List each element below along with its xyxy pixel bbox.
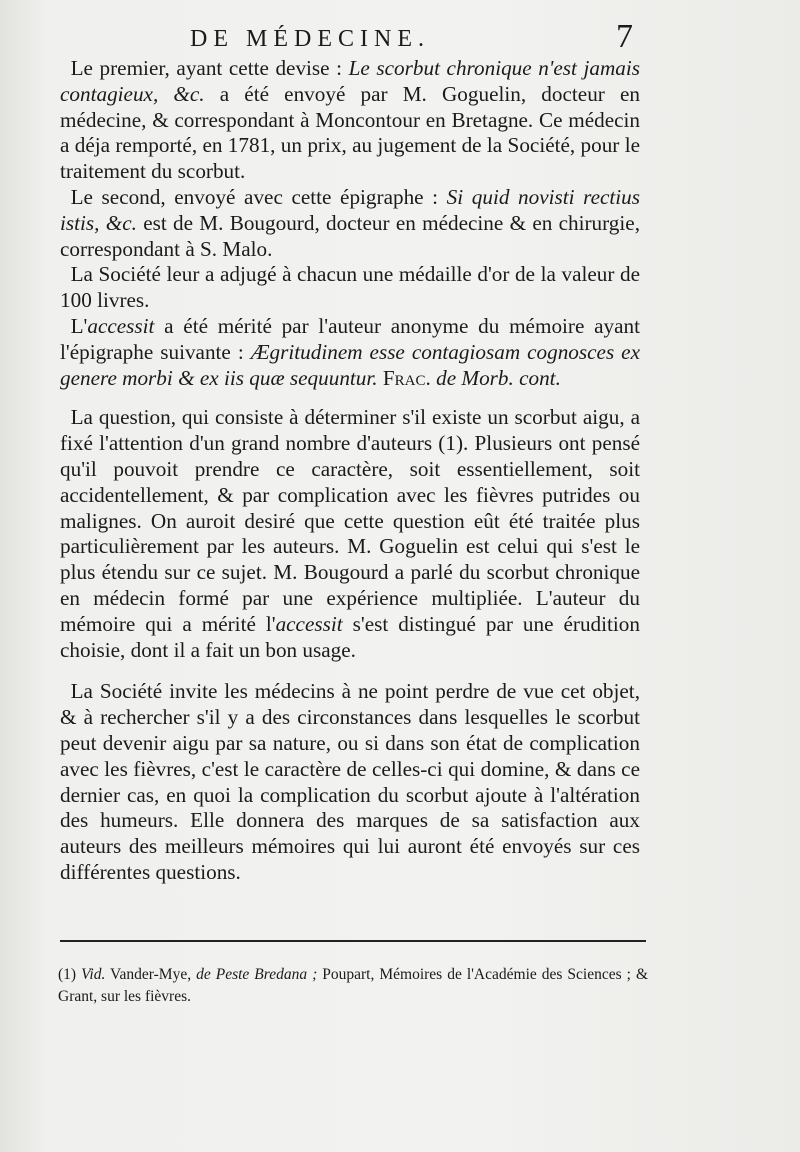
paragraph-first-memoir: Le premier, ayant cette devise : Le scorbut chronique n'est jamais contagieux, &c. a été envoyé par M. Goguelin, docteur en médecine, & correspondant à Moncontour en Bretagne. Ce médecin a déja remporté, en 1781, un prix, au jugement de la Société, pour le traitement du scorbut. (60, 56, 640, 184)
paragraph-accessit: L'accessit a été mérité par l'auteur anonyme du mémoire ayant l'épigraphe suivante : Ægritudinem esse contagiosam cognosces ex genere morbi & ex iis quæ sequuntur. Frac. de Morb. cont. (60, 313, 640, 390)
running-head (60, 20, 640, 60)
footnote-divider (60, 940, 646, 942)
running-title: DE MÉDECINE. (190, 26, 430, 52)
paragraph-award: La Société leur a adjugé à chacun une médaille d'or de la valeur de 100 livres. (60, 262, 640, 313)
paragraph-invitation: La Société invite les médecins à ne point perdre de vue cet objet, & à rechercher s'il y a des circonstances dans lesquelles le scorbut peut devenir aigu par sa nature, ou si dans son état de complication avec les fièvres, c'est le caractère de celles-ci qui domine, & dans ce dernier cas, en quoi la complication du scorbut ajoute à l'altération des humeurs. Elle donnera des marques de sa satisfaction aux auteurs des meilleurs mémoires qui lui auront été envoyés sur ces différentes questions. (60, 679, 640, 884)
body-text (60, 56, 640, 886)
page-number: 7 (616, 18, 633, 55)
footnote: (1) Vid. Vander-Mye, de Peste Bredana ; Poupart, Mémoires de l'Académie des Sciences ; & Grant, sur les fièvres. (58, 965, 649, 1005)
paragraph-question: La question, qui consiste à déterminer s'il existe un scorbut aigu, a fixé l'attention d'un grand nombre d'auteurs (1). Plusieurs ont pensé qu'il pouvoit prendre ce caractère, soit essentiellement, soit accidentellement, & par complication avec les fièvres putrides ou malignes. On auroit desiré que cette question eût été traitée plus particulièrement par les auteurs. M. Goguelin est celui qui s'est le plus étendu sur ce sujet. M. Bougourd a parlé du scorbut chronique en médecin formé par une expérience multipliée. L'auteur du mémoire qui a mérité l'accessit s'est distingué par une érudition choisie, dont il a fait un bon usage. (60, 405, 640, 662)
paragraph-second-memoir: Le second, envoyé avec cette épigraphe : Si quid novisti rectius istis, &c. est de M. Bougourd, docteur en médecine & en chirurgie, correspondant à S. Malo. (60, 184, 640, 261)
